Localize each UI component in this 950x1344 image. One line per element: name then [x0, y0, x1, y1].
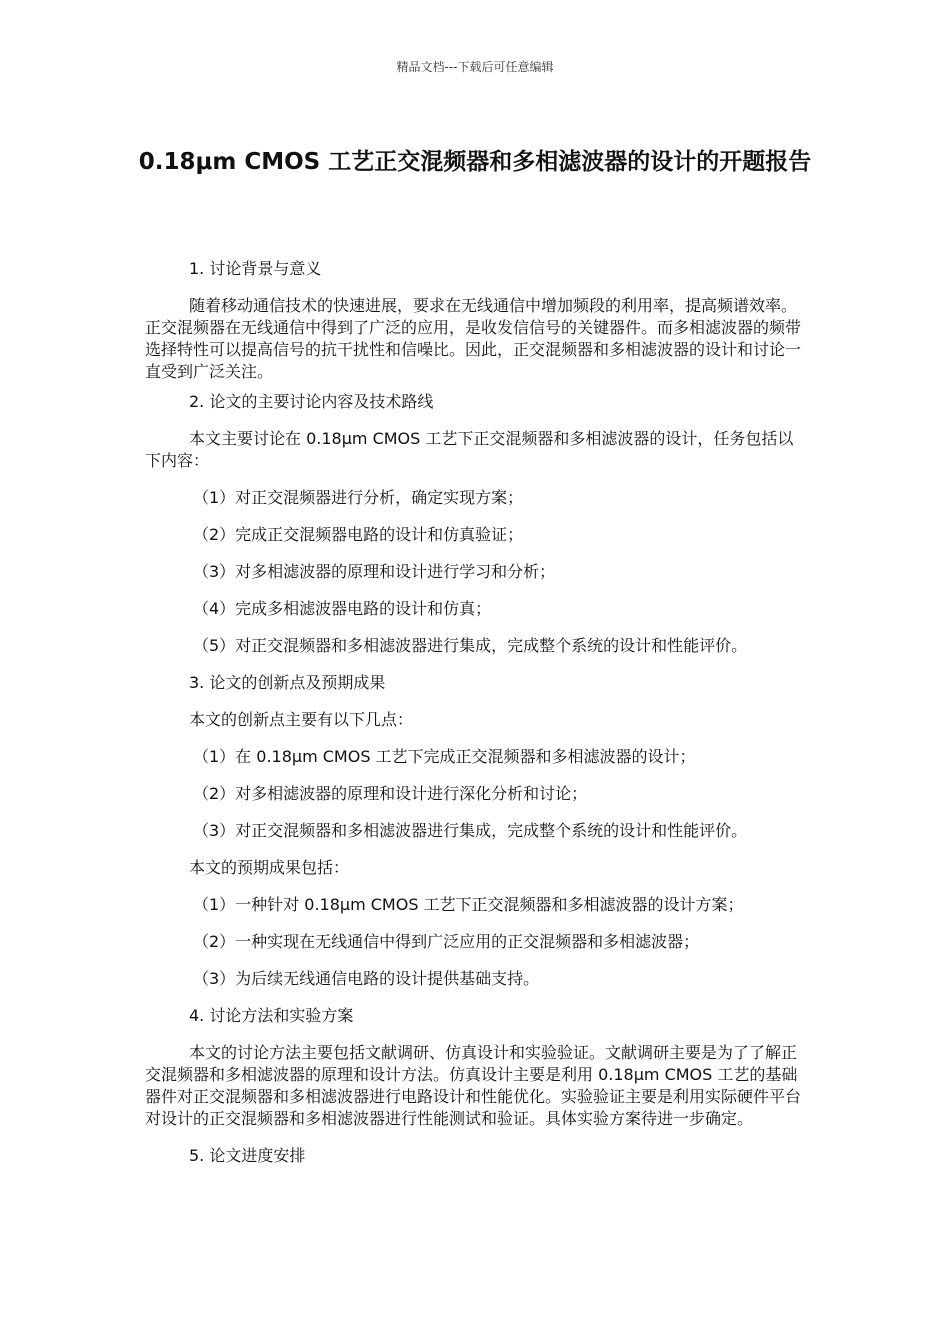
list-item: （2）对多相滤波器的原理和设计进行深化分析和讨论； [193, 784, 588, 803]
section-2-body: 本文主要讨论在 0.18μm CMOS 工艺下正交混频器和多相滤波器的设计，任务包括以下内容： [145, 429, 794, 470]
section-4-body: 本文的讨论方法主要包括文献调研、仿真设计和实验验证。文献调研主要是为了了解正交混频器和多相滤波器的原理和设计方法。仿真设计主要是利用 0.18μm CMOS 工艺的基础器件对正交混频器和多相滤波器进行电路设计和性能优化。实验验证主要是利用实际硬件平台对设计的正交混频器和多相滤波器进行性能测试和验证。具体实验方案待进一步确定。 [145, 1043, 802, 1128]
list-item: （3）对多相滤波器的原理和设计进行学习和分析； [193, 562, 556, 581]
section-3-intro: 本文的创新点主要有以下几点： [189, 710, 414, 729]
section-5-heading: 5. 论文进度安排 [189, 1146, 306, 1165]
section-3-results-intro: 本文的预期成果包括： [189, 858, 350, 877]
header-note: 精品文档---下载后可任意编辑 [396, 60, 554, 74]
list-item: （1）在 0.18μm CMOS 工艺下完成正交混频器和多相滤波器的设计； [193, 747, 696, 766]
list-item: （2）完成正交混频器电路的设计和仿真验证； [193, 525, 524, 544]
document-body [145, 258, 805, 1167]
section-4-heading: 4. 讨论方法和实验方案 [189, 1006, 354, 1025]
list-item: （1）一种针对 0.18μm CMOS 工艺下正交混频器和多相滤波器的设计方案； [193, 895, 744, 914]
section-3-heading: 3. 论文的创新点及预期成果 [189, 673, 386, 692]
section-1-heading: 1. 讨论背景与意义 [189, 259, 322, 278]
list-item: （2）一种实现在无线通信中得到广泛应用的正交混频器和多相滤波器； [193, 932, 700, 951]
section-2-heading: 2. 论文的主要讨论内容及技术路线 [189, 392, 434, 411]
list-item: （4）完成多相滤波器电路的设计和仿真； [193, 599, 492, 618]
list-item: （3）为后续无线通信电路的设计提供基础支持。 [193, 969, 540, 988]
section-1-body: 随着移动通信技术的快速进展，要求在无线通信中增加频段的利用率，提高频谱效率。正交混频器在无线通信中得到了广泛的应用，是收发信信号的关键器件。而多相滤波器的频带选择特性可以提高信号的抗干扰性和信噪比。因此，正交混频器和多相滤波器的设计和讨论一直受到广泛关注。 [145, 296, 802, 381]
list-item: （1）对正交混频器进行分析，确定实现方案； [193, 488, 524, 507]
document-title: 0.18μm CMOS 工艺正交混频器和多相滤波器的设计的开题报告 [138, 149, 812, 175]
list-item: （3）对正交混频器和多相滤波器进行集成，完成整个系统的设计和性能评价。 [193, 821, 748, 840]
list-item: （5）对正交混频器和多相滤波器进行集成，完成整个系统的设计和性能评价。 [193, 636, 748, 655]
